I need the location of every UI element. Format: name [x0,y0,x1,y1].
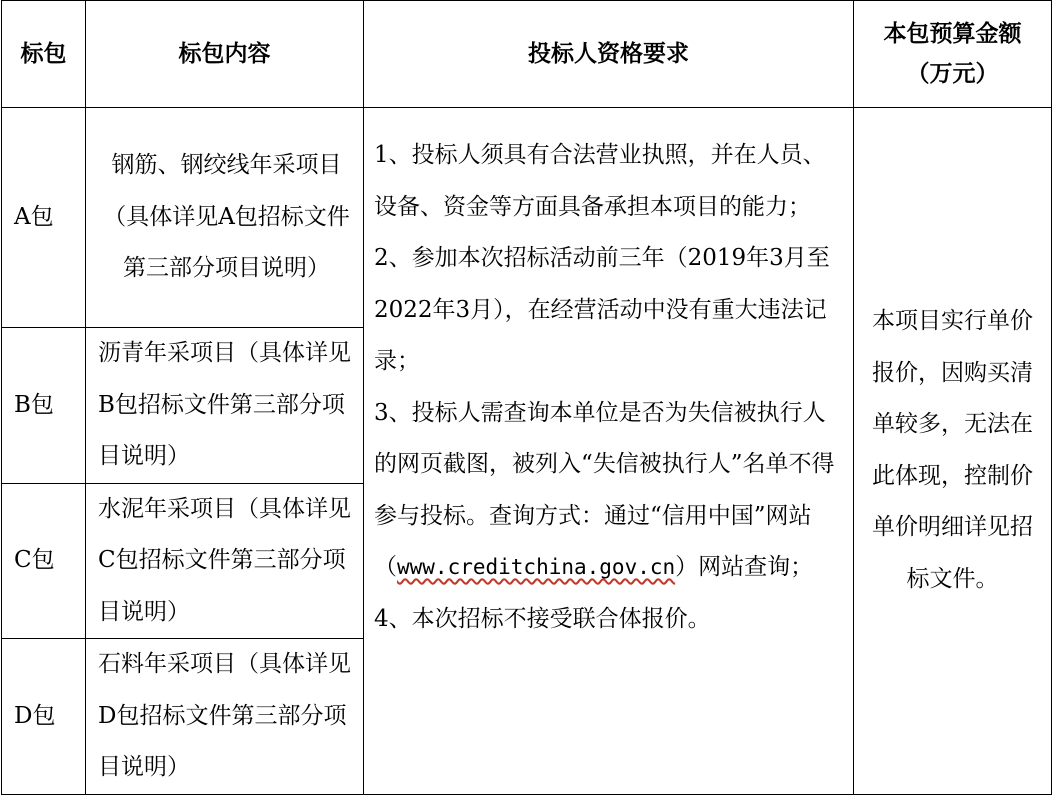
package-cell: A包 [2,108,86,328]
requirement-item-3-text: 3、投标人需查询本单位是否为失信被执行人的网页截图，被列入“失信被执行人”名单不得参与投标。查询方式：通过“信用中国”网站（ [374,399,835,580]
requirement-item-4: 4、本次招标不接受联合体报价。 [374,605,711,632]
requirement-item-3 [374,388,843,594]
package-cell: D包 [2,639,86,795]
content-cell: 水泥年采项目（具体详见C包招标文件第三部分项目说明） [86,483,364,639]
requirements-cell [364,108,854,795]
header-content: 标包内容 [86,1,364,108]
creditchina-url: www.creditchina.gov.cn [397,555,676,579]
content-cell: 钢筋、钢绞线年采项目（具体详见A包招标文件第三部分项目说明） [86,108,364,328]
requirement-item-2: 2、参加本次招标活动前三年（2019年3月至2022年3月），在经营活动中没有重大违法记录； [374,245,830,374]
header-budget-line2: （万元） [906,60,999,87]
package-cell: C包 [2,483,86,639]
header-budget-line1: 本包预算金额 [883,20,1022,47]
table-header-row [2,1,1052,108]
header-package: 标包 [2,1,86,108]
tender-package-table [1,0,1052,795]
header-requirements: 投标人资格要求 [364,1,854,108]
budget-cell [854,108,1052,795]
content-cell: 石料年采项目（具体详见D包招标文件第三部分项目说明） [86,639,364,795]
requirement-item-1: 1、投标人须具有合法营业执照，并在人员、设备、资金等方面具备承担本项目的能力； [374,142,826,220]
header-budget [854,1,1052,108]
content-cell: 沥青年采项目（具体详见B包招标文件第三部分项目说明） [86,328,364,484]
budget-text: 本项目实行单价报价，因购买清单较多，无法在此体现，控制价单价明细详见招标文件。 [872,308,1033,592]
table-row [2,108,1052,328]
requirement-item-3-end: ）网站查询； [675,554,814,580]
package-cell: B包 [2,328,86,484]
